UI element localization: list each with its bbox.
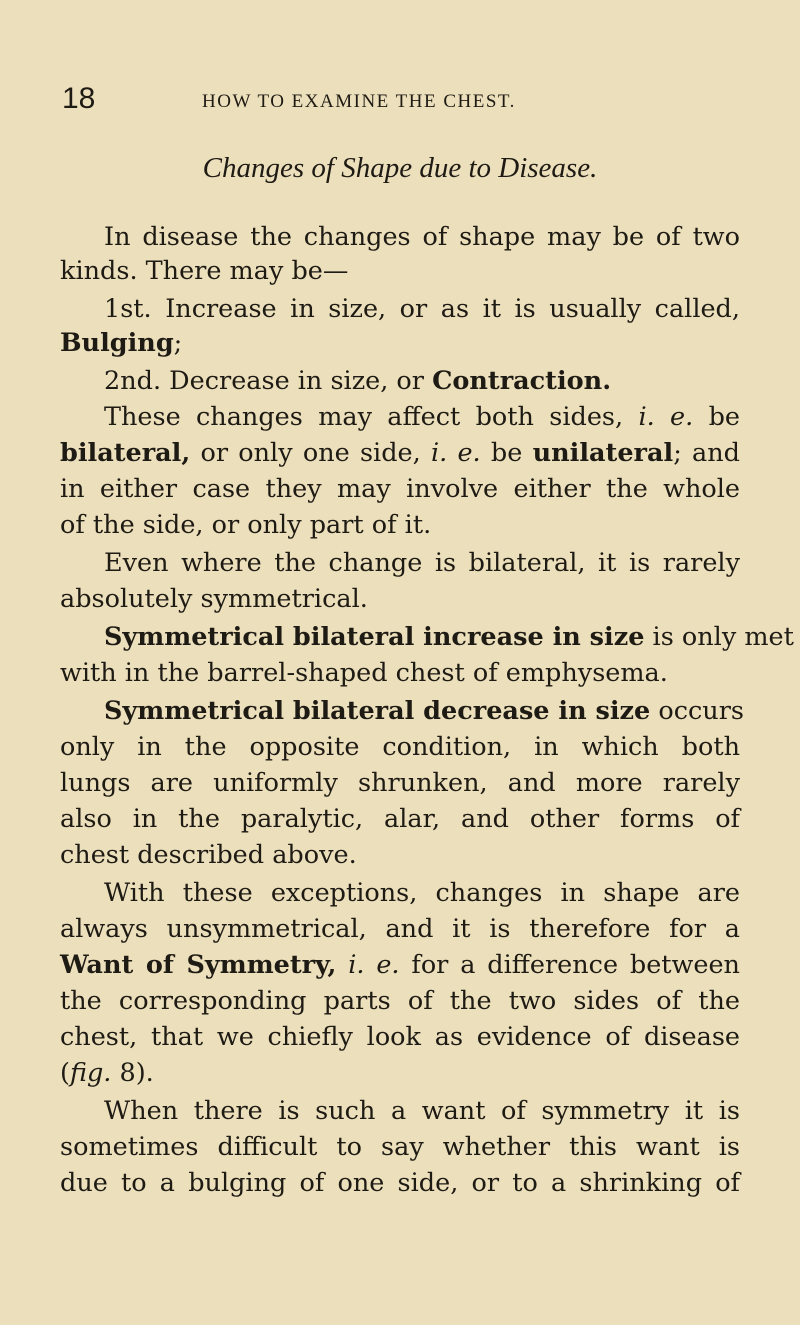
text-line: With these exceptions, changes in shape are bbox=[104, 878, 740, 908]
text-line: the corresponding parts of the two sides of the bbox=[60, 986, 740, 1016]
running-head: HOW TO EXAMINE THE CHEST. bbox=[202, 91, 516, 112]
text-line: also in the paralytic, alar, and other forms of bbox=[60, 804, 740, 834]
emphasis-italic: i. e. bbox=[348, 950, 400, 980]
text-line: only in the opposite condition, in which both bbox=[60, 732, 740, 762]
text-line: 1st. Increase in size, or as it is usually called, bbox=[104, 294, 740, 324]
text-line: Symmetrical bilateral increase in size is only met bbox=[104, 622, 794, 652]
text-line: When there is such a want of symmetry it is bbox=[104, 1096, 740, 1126]
text-line: absolutely symmetrical. bbox=[60, 584, 368, 614]
emphasis-italic: i. e. bbox=[638, 402, 694, 432]
emphasis-italic: i. e. bbox=[430, 438, 481, 468]
text-line: 2nd. Decrease in size, or Contraction. bbox=[104, 366, 612, 396]
emphasis-bold: Want of Symmetry, bbox=[60, 950, 337, 980]
text-line: Even where the change is bilateral, it is rarely bbox=[104, 548, 740, 578]
text-line: Bulging; bbox=[60, 328, 183, 358]
text-line: In disease the changes of shape may be of two bbox=[104, 222, 740, 252]
text-line: sometimes difficult to say whether this want is bbox=[60, 1132, 740, 1162]
emphasis-bold: unilateral bbox=[532, 438, 674, 468]
text-line: in either case they may involve either the whole bbox=[60, 474, 740, 504]
text-line: kinds. There may be— bbox=[60, 256, 349, 286]
text-line: bilateral, or only one side, i. e. be unilateral; and bbox=[60, 438, 740, 468]
section-title: Changes of Shape due to Disease. bbox=[202, 152, 598, 184]
text-line: Want of Symmetry, i. e. for a difference between bbox=[60, 950, 740, 980]
text-line: due to a bulging of one side, or to a shrinking of bbox=[60, 1168, 740, 1198]
text-line: with in the barrel-shaped chest of emphysema. bbox=[60, 658, 668, 688]
emphasis-bold: Contraction. bbox=[432, 366, 612, 396]
text-line: Symmetrical bilateral decrease in size occurs bbox=[104, 696, 744, 726]
text-line: lungs are uniformly shrunken, and more rarely bbox=[60, 768, 740, 798]
emphasis-bold: bilateral, bbox=[60, 438, 191, 468]
emphasis-bold: Symmetrical bilateral increase in size bbox=[104, 622, 645, 652]
text-line: always unsymmetrical, and it is therefore for a bbox=[60, 914, 740, 944]
emphasis-bold: Symmetrical bilateral decrease in size bbox=[104, 696, 651, 726]
text-line: chest, that we chiefly look as evidence of disease bbox=[60, 1022, 740, 1052]
text-line: These changes may affect both sides, i. e. be bbox=[104, 402, 740, 432]
text-line: (fig. 8). bbox=[60, 1058, 154, 1088]
page-header bbox=[62, 82, 742, 122]
text-line: of the side, or only part of it. bbox=[60, 510, 432, 540]
text-line: chest described above. bbox=[60, 840, 357, 870]
figure-reference: fig. bbox=[69, 1058, 112, 1088]
emphasis-bold: Bulging bbox=[60, 328, 174, 358]
page-number: 18 bbox=[62, 82, 96, 115]
